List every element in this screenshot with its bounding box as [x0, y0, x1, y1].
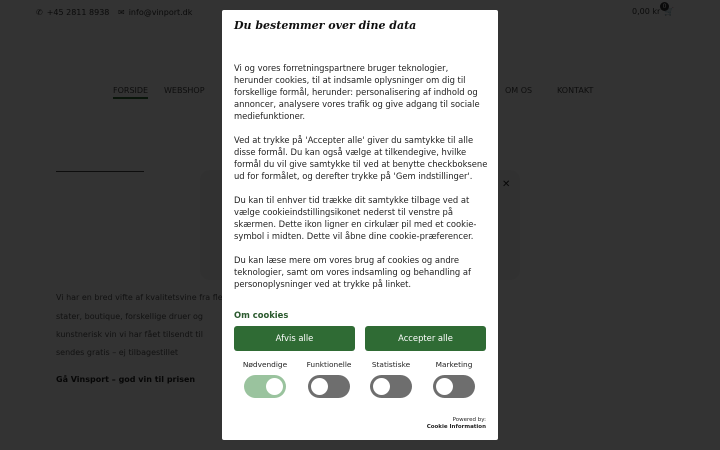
modal-title: Du bestemmer over dine data: [234, 19, 417, 32]
about-cookies-link[interactable]: Om cookies: [234, 310, 289, 320]
toggle-label: Funktionelle: [306, 360, 352, 369]
functional-toggle[interactable]: [308, 375, 350, 398]
toggle-label: Marketing: [435, 360, 473, 369]
statistics-toggle[interactable]: [370, 375, 412, 398]
toggle-group-marketing: [423, 360, 485, 398]
toggle-group-necessary: [234, 360, 296, 398]
consent-paragraph: Du kan til enhver tid trække dit samtykke tilbage ved at vælge cookieindstillingsikonet nederst til venstre på skærmen. Dette ikon ligner en cirkulær pil med et cookie-symbol i midten. Dette vil åbne dine cookie-præferencer.: [234, 195, 477, 241]
consent-paragraph: Vi og vores forretningspartnere bruger teknologier, herunder cookies, til at indsamle oplysninger om dig til forskellige formål, herunder: personalisering af indhold og annoncer, analysere vores trafik og give adgang til sociale mediefunktioner.: [234, 63, 480, 121]
toggle-knob: [311, 378, 328, 395]
toggle-knob: [266, 378, 283, 395]
reject-all-button[interactable]: Afvis alle: [234, 326, 355, 351]
powered-by[interactable]: [427, 417, 486, 431]
accept-all-button[interactable]: Accepter alle: [365, 326, 486, 351]
toggle-knob: [373, 378, 390, 395]
powered-by-brand: Cookie Information: [426, 424, 486, 430]
toggle-group-functional: [298, 360, 360, 398]
marketing-toggle[interactable]: [433, 375, 475, 398]
powered-by-label: Powered by:: [452, 417, 486, 423]
consent-paragraph: Du kan læse mere om vores brug af cookies og andre teknologier, samt om vores indsamling og behandling af personoplysninger ved at trykke på linket.: [234, 255, 471, 289]
toggle-knob: [436, 378, 453, 395]
consent-paragraph: Ved at trykke på 'Accepter alle' giver du samtykke til alle disse formål. Du kan også vælge at tilkendegive, hvilke formål du vil give samtykke til ved at benytte checkboksene ud for formålet, og derefter trykke på 'Gem indstillinger'.: [234, 135, 488, 181]
toggle-label: Statistiske: [371, 360, 411, 369]
toggle-group-statistics: [360, 360, 422, 398]
toggle-label: Nødvendige: [242, 360, 288, 369]
consent-text: [234, 62, 488, 302]
necessary-toggle[interactable]: [244, 375, 286, 398]
cookie-consent-modal: [222, 10, 498, 440]
